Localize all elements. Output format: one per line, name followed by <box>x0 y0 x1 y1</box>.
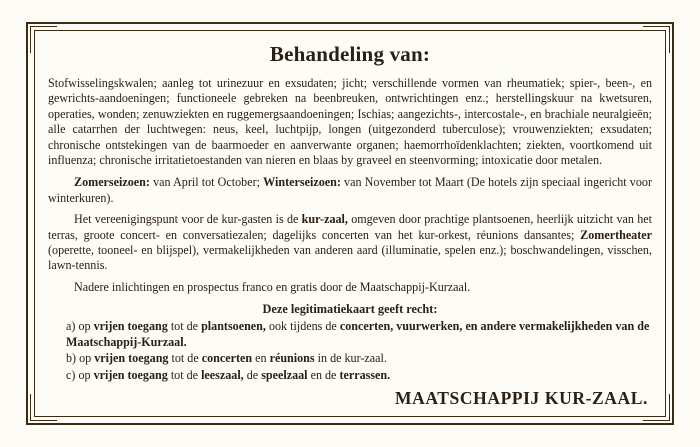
list-item-marker: b) <box>66 351 77 366</box>
company-signature: MAATSCHAPPIJ KUR-ZAAL. <box>394 387 648 408</box>
right-c-bold-4: terrassen. <box>339 367 391 382</box>
right-a-text-2: tot de <box>167 319 202 334</box>
page-title: Behandeling van: <box>269 42 431 66</box>
right-a-text-1: op <box>78 319 94 334</box>
summer-season-text: van April tot October; <box>153 175 260 190</box>
right-b-bold-3: réunions <box>269 351 315 366</box>
right-b-text-1: op <box>79 351 95 366</box>
right-c-text-4: en de <box>307 367 340 382</box>
right-c-text-1: op <box>78 367 94 382</box>
right-b-text-4: in de kur-zaal. <box>314 351 387 366</box>
right-b-text-2: tot de <box>168 351 202 366</box>
kurzaal-text-3: (operette, tooneel- en blijspel), vermakelijkheden van anderen aard (illuminatie, spelen enz.); boschwandelingen, visschen, lawn-tennis. <box>48 243 652 273</box>
list-item <box>66 319 652 350</box>
seasons-paragraph <box>48 175 652 206</box>
right-a-bold-2: plantsoenen, <box>201 319 266 334</box>
winter-season-text: van November tot Maart (De hotels zijn speciaal ingericht voor winterkuren). <box>48 175 652 205</box>
card-content <box>48 42 652 407</box>
right-b-text-3: en <box>252 351 270 366</box>
right-a-bold-1: vrijen toegang <box>93 319 168 334</box>
winter-season-label: Winterseizoen: <box>263 175 341 190</box>
list-item-marker: a) <box>66 319 76 334</box>
treatments-paragraph: Stofwisselingskwalen; aanleg tot urinezuur en exsudaten; jicht; verschillende vormen van rheumatiek; spier-, been-, en gewrichts-aandoeningen; functioneele gebreken na beenbreuken, ontwrichtingen enz.; herstellingskuur na kwetsuren, operaties, wonden; zenuwziekten en ruggemergsaandoeningen; Ischias; aangezichts-, intercostale-, en brachiale neuralgieën; alle catarrhen der luchtwegen: neus, keel, luchtpijp, longen (uitgezonderd tuberculose); vrouwenziekten; exsudaten; chronische ontstekingen van de baarmoeder en aanverwante organen; haemorrhoïdenklachten; ziekten, voortkomend uit influenza; chronische irritatietoestanden van nieren en blaas by graveel en steenvorming; intoxicatie door metalen. <box>48 76 652 168</box>
info-paragraph: Nadere inlichtingen en prospectus franco en gratis door de Maatschappij-Kurzaal. <box>74 279 471 294</box>
right-b-bold-2: concerten <box>201 351 253 366</box>
right-c-text-2: tot de <box>167 367 202 382</box>
right-a-text-3: ook tijdens de <box>265 319 340 334</box>
list-item <box>66 351 652 366</box>
kurzaal-paragraph <box>48 212 652 274</box>
kurzaal-text-1: Het vereenigingspunt voor de kur-gasten is de <box>74 212 302 227</box>
list-item-marker: c) <box>66 367 76 382</box>
right-b-bold-1: vrijen toegang <box>94 351 169 366</box>
right-c-bold-1: vrijen toegang <box>93 367 168 382</box>
right-c-bold-3: speelzaal <box>261 367 308 382</box>
right-a-bold-3: concerten, vuurwerken, en andere vermakelijkheden van de Maatschappij-Kurzaal. <box>66 319 650 349</box>
right-c-text-3: de <box>243 367 262 382</box>
kurzaal-text-2: omgeven door prachtige plantsoenen, heerlijk uitzicht van het terras, groote concert- en conversatiezalen; dagelijks concerten van het kur-orkest, réunions dansantes; <box>48 212 652 242</box>
kurzaal-bold-2: Zomertheater <box>580 227 652 242</box>
right-c-bold-2: leeszaal, <box>201 367 244 382</box>
list-item <box>66 368 652 383</box>
kurzaal-bold-1: kur-zaal, <box>301 212 348 227</box>
rights-title: Deze legitimatiekaart geeft recht: <box>262 302 438 317</box>
summer-season-label: Zomerseizoen: <box>74 175 150 190</box>
rights-list <box>48 319 652 383</box>
